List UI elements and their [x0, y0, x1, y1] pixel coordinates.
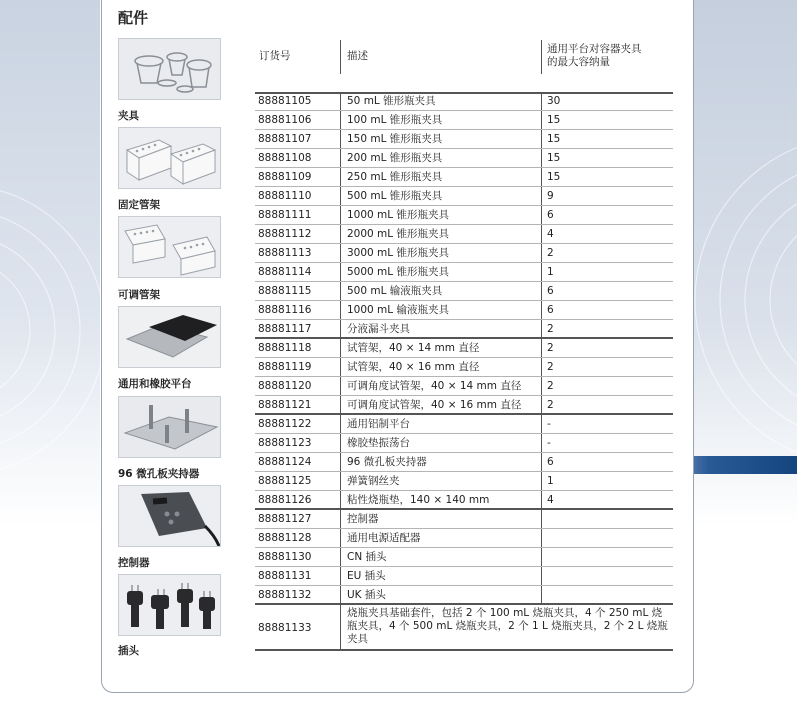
- description: 1000 mL 输液瓶夹具: [347, 304, 449, 316]
- column-divider: [541, 434, 542, 452]
- description: 500 mL 输液瓶夹具: [347, 285, 443, 297]
- max-capacity: 2: [547, 323, 554, 335]
- description: 500 mL 锥形瓶夹具: [347, 190, 443, 202]
- table-row: [255, 377, 673, 396]
- max-capacity: 6: [547, 285, 554, 297]
- order-number: 88881106: [258, 114, 312, 126]
- order-number: 88881109: [258, 171, 312, 183]
- order-number: 88881128: [258, 532, 312, 544]
- order-number: 88881126: [258, 494, 312, 506]
- max-capacity: 4: [547, 494, 554, 506]
- order-number: 88881115: [258, 285, 312, 297]
- max-capacity: 4: [547, 228, 554, 240]
- order-number: 88881127: [258, 513, 312, 525]
- max-capacity: 2: [547, 399, 554, 411]
- order-number: 88881133: [258, 622, 312, 634]
- column-divider: [340, 491, 341, 508]
- order-number: 88881117: [258, 323, 312, 335]
- description: 50 mL 锥形瓶夹具: [347, 95, 436, 107]
- column-divider: [340, 567, 341, 585]
- column-divider: [541, 111, 542, 129]
- column-divider: [541, 263, 542, 281]
- column-divider: [340, 396, 341, 413]
- column-divider: [541, 453, 542, 471]
- order-number: 88881112: [258, 228, 312, 240]
- table-row: [255, 586, 673, 605]
- column-divider: [541, 282, 542, 300]
- column-divider: [541, 567, 542, 585]
- column-divider: [541, 92, 542, 110]
- max-capacity: 6: [547, 456, 554, 468]
- order-number: 88881111: [258, 209, 312, 221]
- table-row: [255, 130, 673, 149]
- column-divider: [340, 472, 341, 490]
- order-number: 88881107: [258, 133, 312, 145]
- column-divider: [340, 111, 341, 129]
- max-capacity: 1: [547, 266, 554, 278]
- description: 150 mL 锥形瓶夹具: [347, 133, 443, 145]
- description: 分液漏斗夹具: [347, 323, 410, 335]
- max-capacity: 6: [547, 209, 554, 221]
- column-divider: [340, 605, 341, 649]
- category-label-fixed-rack: 固定管架: [118, 199, 160, 211]
- max-capacity: 15: [547, 171, 561, 183]
- column-divider: [340, 339, 341, 357]
- column-divider: [541, 168, 542, 186]
- order-number: 88881116: [258, 304, 312, 316]
- header-divider: [340, 40, 341, 74]
- column-divider: [340, 358, 341, 376]
- order-number: 88881110: [258, 190, 312, 202]
- order-number: 88881119: [258, 361, 312, 373]
- description: 100 mL 锥形瓶夹具: [347, 114, 443, 126]
- column-divider: [541, 320, 542, 337]
- table-row: [255, 244, 673, 263]
- max-capacity: 15: [547, 114, 561, 126]
- order-number: 88881125: [258, 475, 312, 487]
- column-divider: [340, 206, 341, 224]
- max-capacity: -: [547, 437, 551, 449]
- description: CN 插头: [347, 551, 387, 563]
- max-capacity: 2: [547, 247, 554, 259]
- table-row: [255, 472, 673, 491]
- description: 250 mL 锥形瓶夹具: [347, 171, 443, 183]
- table-row: [255, 396, 673, 415]
- description: 200 mL 锥形瓶夹具: [347, 152, 443, 164]
- order-number: 88881108: [258, 152, 312, 164]
- header-order-no: 订货号: [259, 50, 291, 62]
- category-label-adjustable-rack: 可调管架: [118, 289, 160, 301]
- max-capacity: -: [547, 418, 551, 430]
- column-divider: [340, 225, 341, 243]
- column-divider: [340, 415, 341, 433]
- description: 通用铝制平台: [347, 418, 410, 430]
- order-number: 88881113: [258, 247, 312, 259]
- max-capacity: 1: [547, 475, 554, 487]
- description: 5000 mL 锥形瓶夹具: [347, 266, 449, 278]
- description: 96 微孔板夹持器: [347, 456, 427, 468]
- category-label-plugs: 插头: [118, 645, 139, 657]
- column-divider: [340, 301, 341, 319]
- description: 橡胶垫振荡台: [347, 437, 410, 449]
- header-divider: [541, 40, 542, 74]
- order-number: 88881120: [258, 380, 312, 392]
- table-row: [255, 415, 673, 434]
- table-row: [255, 548, 673, 567]
- microplate-holder-image: [118, 396, 221, 458]
- column-divider: [541, 339, 542, 357]
- column-divider: [340, 586, 341, 603]
- description: 弹簧钢丝夹: [347, 475, 400, 487]
- column-divider: [541, 130, 542, 148]
- controller-image: [118, 485, 221, 547]
- column-divider: [340, 187, 341, 205]
- max-capacity: 2: [547, 380, 554, 392]
- table-row: [255, 491, 673, 510]
- column-divider: [541, 301, 542, 319]
- order-number: 88881122: [258, 418, 312, 430]
- flask-clamp-image: [118, 38, 221, 100]
- column-divider: [340, 130, 341, 148]
- adjustable-rack-image: [118, 216, 221, 278]
- table-row: [255, 225, 673, 244]
- description: 控制器: [347, 513, 379, 525]
- table-row: [255, 320, 673, 339]
- column-divider: [541, 377, 542, 395]
- column-divider: [340, 92, 341, 110]
- table-row: [255, 187, 673, 206]
- column-divider: [340, 168, 341, 186]
- description: EU 插头: [347, 570, 386, 582]
- max-capacity: 2: [547, 361, 554, 373]
- column-divider: [541, 415, 542, 433]
- column-divider: [541, 529, 542, 547]
- order-number: 88881130: [258, 551, 312, 563]
- column-divider: [340, 529, 341, 547]
- column-divider: [340, 434, 341, 452]
- section-title: 配件: [118, 9, 149, 27]
- table-row: [255, 510, 673, 529]
- column-divider: [340, 320, 341, 337]
- max-capacity: 9: [547, 190, 554, 202]
- max-capacity: 15: [547, 133, 561, 145]
- max-capacity: 30: [547, 95, 561, 107]
- order-number: 88881124: [258, 456, 312, 468]
- column-divider: [340, 510, 341, 528]
- column-divider: [541, 510, 542, 528]
- column-divider: [541, 225, 542, 243]
- order-number: 88881121: [258, 399, 312, 411]
- order-number: 88881118: [258, 342, 312, 354]
- table-row: [255, 282, 673, 301]
- table-row: [255, 111, 673, 130]
- column-divider: [541, 206, 542, 224]
- order-number: 88881131: [258, 570, 312, 582]
- plug-image: [118, 574, 221, 636]
- column-divider: [340, 149, 341, 167]
- table-row: [255, 206, 673, 225]
- header-description: 描述: [347, 50, 368, 62]
- description: 粘性烧瓶垫，140 × 140 mm: [347, 494, 490, 506]
- order-number: 88881123: [258, 437, 312, 449]
- category-label-controller: 控制器: [118, 557, 150, 569]
- category-label-platform: 通用和橡胶平台: [118, 378, 192, 390]
- max-capacity: 6: [547, 304, 554, 316]
- column-divider: [541, 244, 542, 262]
- column-divider: [541, 187, 542, 205]
- column-divider: [541, 586, 542, 603]
- description: 2000 mL 锥形瓶夹具: [347, 228, 449, 240]
- order-number: 88881105: [258, 95, 312, 107]
- table-row: [255, 358, 673, 377]
- max-capacity: 2: [547, 342, 554, 354]
- table-row: [255, 168, 673, 187]
- description: 可调角度试管架，40 × 16 mm 直径: [347, 399, 522, 411]
- column-divider: [541, 358, 542, 376]
- column-divider: [541, 548, 542, 566]
- table-row: [255, 605, 673, 651]
- table-row: [255, 149, 673, 168]
- table-row: [255, 567, 673, 586]
- header-capacity: 通用平台对容器夹具 的最大容纳量: [547, 43, 642, 68]
- table-row: [255, 453, 673, 472]
- table-row: [255, 92, 673, 111]
- table-row: [255, 339, 673, 358]
- column-divider: [541, 472, 542, 490]
- column-divider: [541, 396, 542, 413]
- table-row: [255, 529, 673, 548]
- tube-rack-image: [118, 127, 221, 189]
- column-divider: [340, 263, 341, 281]
- description: 3000 mL 锥形瓶夹具: [347, 247, 449, 259]
- platform-image: [118, 306, 221, 368]
- description: 可调角度试管架，40 × 14 mm 直径: [347, 380, 522, 392]
- order-number: 88881114: [258, 266, 312, 278]
- category-label-clamps: 夹具: [118, 110, 139, 122]
- column-divider: [340, 548, 341, 566]
- description: UK 插头: [347, 589, 386, 601]
- column-divider: [340, 377, 341, 395]
- column-divider: [340, 244, 341, 262]
- column-divider: [340, 453, 341, 471]
- column-divider: [340, 282, 341, 300]
- column-divider: [541, 491, 542, 508]
- column-divider: [541, 149, 542, 167]
- order-number: 88881132: [258, 589, 312, 601]
- description: 烧瓶夹具基础套件，包括 2 个 100 mL 烧瓶夹具，4 个 250 mL 烧瓶夹具，4 个 500 mL 烧瓶夹具，2 个 1 L 烧瓶夹具，2 个 2 L 烧瓶夹具: [347, 607, 668, 645]
- description: 通用电源适配器: [347, 532, 421, 544]
- category-label-microplate: 96 微孔板夹持器: [118, 468, 200, 480]
- table-row: [255, 301, 673, 320]
- max-capacity: 15: [547, 152, 561, 164]
- table-row: [255, 263, 673, 282]
- description: 1000 mL 锥形瓶夹具: [347, 209, 449, 221]
- table-row: [255, 434, 673, 453]
- description: 试管架，40 × 14 mm 直径: [347, 342, 480, 354]
- description: 试管架，40 × 16 mm 直径: [347, 361, 480, 373]
